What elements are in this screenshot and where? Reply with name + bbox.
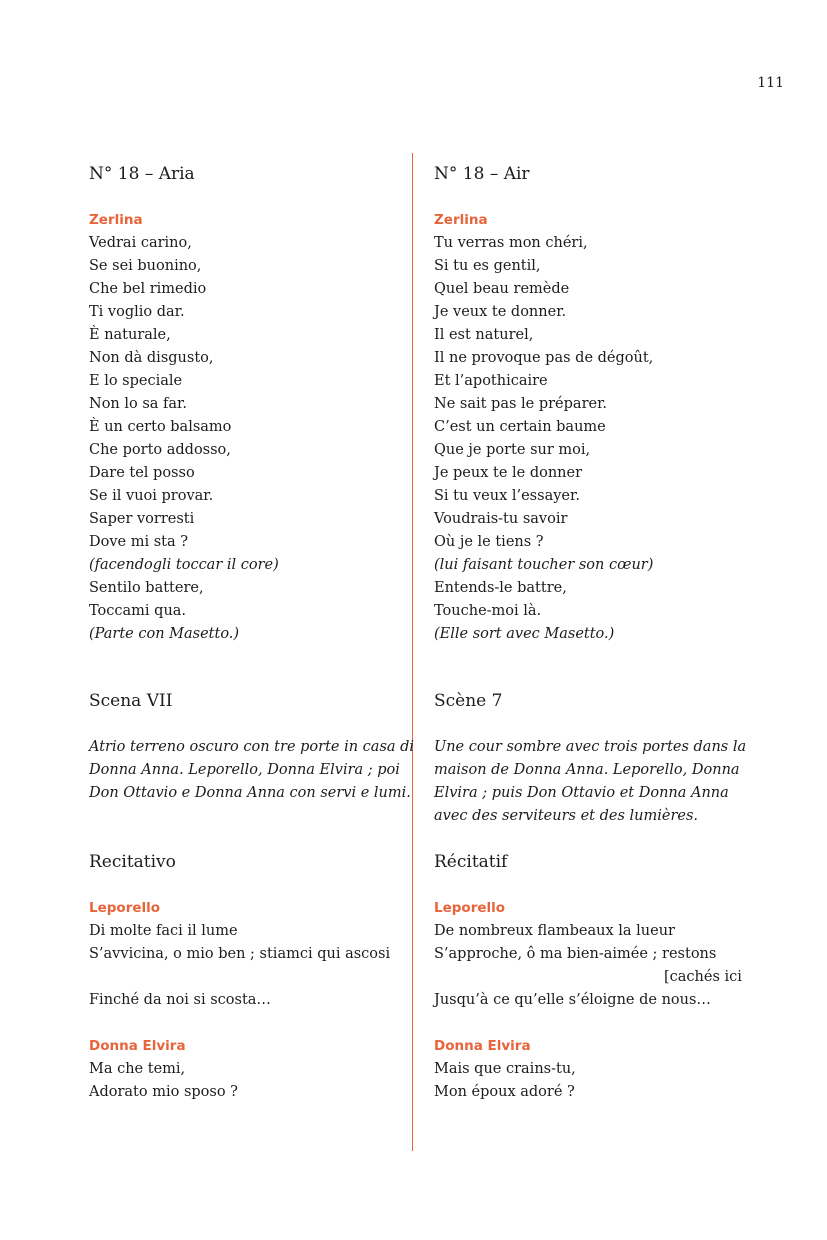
verse-line: Dare tel posso bbox=[89, 465, 195, 481]
verse-line: Se sei buonino, bbox=[89, 258, 202, 274]
recitative-lines bbox=[434, 920, 742, 1012]
verse-line: E lo speciale bbox=[89, 373, 183, 389]
verse-line: Je veux te donner. bbox=[434, 304, 567, 320]
aria-speaker: Zerlina bbox=[89, 212, 143, 228]
recitative-speaker: Donna Elvira bbox=[89, 1038, 186, 1054]
verse-line: Finché da noi si scosta… bbox=[89, 992, 271, 1008]
stage-direction: (Elle sort avec Masetto.) bbox=[434, 626, 615, 642]
scene-description-line: Atrio terreno oscuro con tre porte in casa di bbox=[89, 739, 415, 755]
scene-description-line: Donna Anna. Leporello, Donna Elvira ; poi bbox=[89, 762, 400, 778]
verse-line: Tu verras mon chéri, bbox=[434, 235, 588, 251]
scene-description-line: maison de Donna Anna. Leporello, Donna bbox=[434, 762, 740, 778]
recitative-speaker: Leporello bbox=[89, 900, 161, 916]
scene-title: Scena VII bbox=[89, 691, 173, 711]
verse-line: Si tu es gentil, bbox=[434, 258, 541, 274]
recitative-lines bbox=[434, 1058, 576, 1104]
scene-title: Scène 7 bbox=[434, 691, 503, 711]
stage-direction: (lui faisant toucher son cœur) bbox=[434, 557, 654, 573]
aria-lines bbox=[434, 232, 653, 646]
verse-line: S’avvicina, o mio ben ; stiamci qui ascosi bbox=[89, 946, 391, 962]
verse-line: Il ne provoque pas de dégoût, bbox=[434, 350, 654, 366]
verse-line: Je peux te le donner bbox=[434, 465, 583, 481]
verse-line: Mon époux adoré ? bbox=[434, 1084, 575, 1100]
verse-line: S’approche, ô ma bien-aimée ; restons bbox=[434, 946, 717, 962]
scene-description-line: Elvira ; puis Don Ottavio et Donna Anna bbox=[434, 785, 729, 801]
aria-title: N° 18 – Air bbox=[434, 164, 530, 184]
verse-line: Ti voglio dar. bbox=[89, 304, 185, 320]
verse-line: Quel beau remède bbox=[434, 281, 570, 297]
scene-description-line: Don Ottavio e Donna Anna con servi e lumi. bbox=[89, 785, 411, 801]
scene-description-line: avec des serviteurs et des lumières. bbox=[434, 808, 699, 824]
stage-direction: (facendogli toccar il core) bbox=[89, 557, 279, 573]
verse-line: Non lo sa far. bbox=[89, 396, 187, 412]
verse-line: Se il vuoi provar. bbox=[89, 488, 214, 504]
verse-line: Touche-moi là. bbox=[434, 603, 542, 619]
verse-line: Dove mi sta ? bbox=[89, 534, 189, 550]
aria-lines bbox=[89, 232, 279, 646]
verse-line: Sentilo battere, bbox=[89, 580, 204, 596]
verse-line: Que je porte sur moi, bbox=[434, 442, 591, 458]
column-divider bbox=[412, 153, 413, 1151]
verse-line: È un certo balsamo bbox=[89, 419, 232, 435]
verse-line: Che porto addosso, bbox=[89, 442, 231, 458]
recitative-lines bbox=[89, 920, 390, 1012]
scene-description bbox=[434, 736, 746, 828]
verse-line: Jusqu’à ce qu’elle s’éloigne de nous… bbox=[434, 992, 711, 1008]
verse-line: Voudrais-tu savoir bbox=[434, 511, 568, 527]
recitative-speaker: Donna Elvira bbox=[434, 1038, 531, 1054]
stage-direction: (Parte con Masetto.) bbox=[89, 626, 240, 642]
page-number: 111 bbox=[757, 75, 784, 91]
recitative-title: Récitatif bbox=[434, 852, 508, 872]
verse-line: Adorato mio sposo ? bbox=[89, 1084, 238, 1100]
verse-line: È naturale, bbox=[89, 327, 171, 343]
verse-line: Si tu veux l’essayer. bbox=[434, 488, 580, 504]
verse-line: Et l’apothicaire bbox=[434, 373, 548, 389]
verse-line: C’est un certain baume bbox=[434, 419, 606, 435]
verse-line: Où je le tiens ? bbox=[434, 534, 544, 550]
scene-description bbox=[89, 736, 414, 805]
verse-line: Non dà disgusto, bbox=[89, 350, 214, 366]
verse-line: Ne sait pas le préparer. bbox=[434, 396, 608, 412]
verse-line: Il est naturel, bbox=[434, 327, 534, 343]
aria-title: N° 18 – Aria bbox=[89, 164, 195, 184]
verse-line: Ma che temi, bbox=[89, 1061, 186, 1077]
verse-line: Toccami qua. bbox=[89, 603, 187, 619]
scene-description-line: Une cour sombre avec trois portes dans la bbox=[434, 739, 747, 755]
recitative-speaker: Leporello bbox=[434, 900, 506, 916]
verse-line: Entends-le battre, bbox=[434, 580, 567, 596]
verse-line: De nombreux flambeaux la lueur bbox=[434, 923, 675, 939]
recitative-title: Recitativo bbox=[89, 852, 176, 872]
verse-line: Saper vorresti bbox=[89, 511, 195, 527]
verse-line: Di molte faci il lume bbox=[89, 923, 238, 939]
verse-line: Mais que crains-tu, bbox=[434, 1061, 576, 1077]
verse-line: Vedrai carino, bbox=[89, 235, 192, 251]
aria-speaker: Zerlina bbox=[434, 212, 488, 228]
verse-line bbox=[89, 966, 390, 989]
verse-line-continuation: [cachés ici bbox=[664, 969, 742, 985]
verse-line: Che bel rimedio bbox=[89, 281, 207, 297]
recitative-lines bbox=[89, 1058, 238, 1104]
